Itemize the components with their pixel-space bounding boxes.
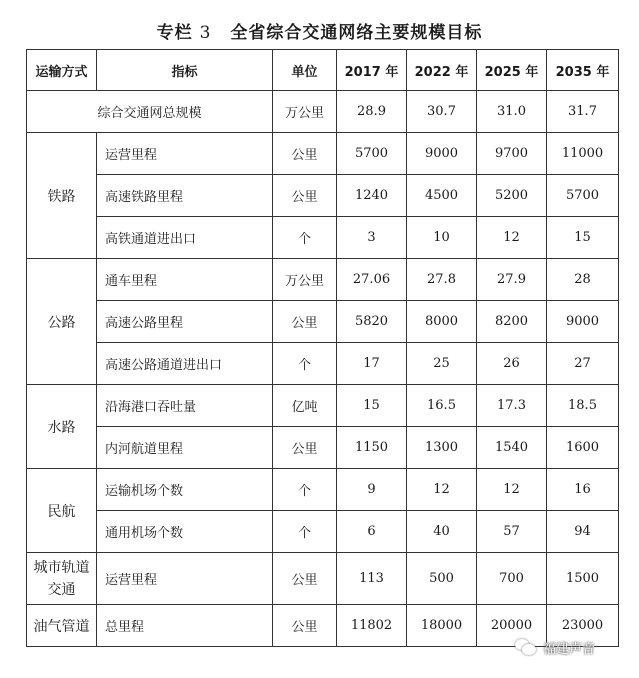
table-cell: 12 (477, 469, 547, 511)
table-cell: 9000 (407, 133, 477, 175)
row-indicator: 运输机场个数 (97, 469, 273, 511)
row-indicator: 通车里程 (97, 259, 273, 301)
table-row (27, 175, 619, 217)
row-indicator: 高速铁路里程 (97, 175, 273, 217)
header-transport-mode: 运输方式 (27, 50, 97, 91)
targets-table (26, 49, 619, 647)
table-cell: 9700 (477, 133, 547, 175)
row-indicator: 高速公路里程 (97, 301, 273, 343)
row-indicator: 沿海港口吞吐量 (97, 385, 273, 427)
table-cell: 5700 (547, 175, 619, 217)
row-unit: 万公里 (273, 259, 337, 301)
table-cell: 1240 (337, 175, 407, 217)
table-row (27, 259, 619, 301)
table-cell: 16.5 (407, 385, 477, 427)
table-cell: 16 (547, 469, 619, 511)
row-unit: 公里 (273, 427, 337, 469)
table-row (27, 217, 619, 259)
table-cell: 5700 (337, 133, 407, 175)
table-cell: 30.7 (407, 91, 477, 133)
table-cell: 17.3 (477, 385, 547, 427)
table-cell: 113 (337, 553, 407, 605)
header-2017: 2017 年 (337, 50, 407, 91)
table-cell: 1600 (547, 427, 619, 469)
row-unit: 个 (273, 511, 337, 553)
table-cell: 6 (337, 511, 407, 553)
row-unit: 个 (273, 469, 337, 511)
table-cell: 8000 (407, 301, 477, 343)
watermark-text: 福建声音 (543, 641, 596, 657)
table-cell: 1500 (547, 553, 619, 605)
table-cell: 500 (407, 553, 477, 605)
table-cell: 9 (337, 469, 407, 511)
total-unit: 万公里 (273, 91, 337, 133)
table-cell: 28.9 (337, 91, 407, 133)
table-row (27, 343, 619, 385)
header-row (27, 50, 619, 91)
table-cell: 1150 (337, 427, 407, 469)
row-unit: 公里 (273, 175, 337, 217)
table-cell: 17 (337, 343, 407, 385)
table-cell: 1540 (477, 427, 547, 469)
page-title (0, 18, 639, 43)
table-row-total (27, 91, 619, 133)
header-2022: 2022 年 (407, 50, 477, 91)
table-cell: 8200 (477, 301, 547, 343)
header-unit: 单位 (273, 50, 337, 91)
total-indicator: 综合交通网总规模 (27, 91, 273, 133)
row-unit: 公里 (273, 553, 337, 605)
row-unit: 个 (273, 217, 337, 259)
table-cell: 18.5 (547, 385, 619, 427)
header-indicator: 指标 (97, 50, 273, 91)
row-unit: 公里 (273, 133, 337, 175)
table-cell: 20000 (477, 605, 547, 647)
table-cell: 27.06 (337, 259, 407, 301)
table-row (27, 385, 619, 427)
table-row (27, 469, 619, 511)
watermark (515, 634, 625, 660)
row-indicator: 通用机场个数 (97, 511, 273, 553)
table-cell: 31.0 (477, 91, 547, 133)
category-waterway: 水路 (27, 385, 97, 469)
table-cell: 15 (337, 385, 407, 427)
row-unit: 亿吨 (273, 385, 337, 427)
table-cell: 27.9 (477, 259, 547, 301)
header-2025: 2025 年 (477, 50, 547, 91)
table-cell: 11802 (337, 605, 407, 647)
table-cell: 9000 (547, 301, 619, 343)
header-2035: 2035 年 (547, 50, 619, 91)
row-indicator: 运营里程 (97, 553, 273, 605)
table-row (27, 553, 619, 605)
table-cell: 40 (407, 511, 477, 553)
table-cell: 57 (477, 511, 547, 553)
table-cell: 27 (547, 343, 619, 385)
table-cell: 3 (337, 217, 407, 259)
table-cell: 23000 (547, 605, 619, 647)
title-text: 全省综合交通网络主要规模目标 (230, 23, 483, 43)
table-cell: 26 (477, 343, 547, 385)
table-cell: 1300 (407, 427, 477, 469)
table-cell: 94 (547, 511, 619, 553)
table-row (27, 133, 619, 175)
row-unit: 公里 (273, 605, 337, 647)
table-cell: 15 (547, 217, 619, 259)
table-cell: 5200 (477, 175, 547, 217)
row-indicator: 内河航道里程 (97, 427, 273, 469)
table-cell: 27.8 (407, 259, 477, 301)
title-number: 3 (199, 23, 212, 43)
table-cell: 5820 (337, 301, 407, 343)
row-unit: 个 (273, 343, 337, 385)
table-row (27, 427, 619, 469)
table-row (27, 301, 619, 343)
row-indicator: 高铁通道进出口 (97, 217, 273, 259)
table-cell: 4500 (407, 175, 477, 217)
row-indicator: 运营里程 (97, 133, 273, 175)
table-cell: 12 (477, 217, 547, 259)
table-cell: 10 (407, 217, 477, 259)
table-cell: 25 (407, 343, 477, 385)
wechat-icon (515, 638, 537, 656)
table-cell: 700 (477, 553, 547, 605)
row-indicator: 高速公路通道进出口 (97, 343, 273, 385)
table-cell: 18000 (407, 605, 477, 647)
table-cell: 12 (407, 469, 477, 511)
category-highway: 公路 (27, 259, 97, 385)
table-cell: 28 (547, 259, 619, 301)
table-cell: 11000 (547, 133, 619, 175)
category-urban-rail: 城市轨道交通 (27, 553, 97, 605)
title-prefix: 专栏 (156, 23, 193, 43)
table-row (27, 511, 619, 553)
row-unit: 公里 (273, 301, 337, 343)
category-oil-gas-pipeline: 油气管道 (27, 605, 97, 647)
table-cell: 31.7 (547, 91, 619, 133)
category-civil-aviation: 民航 (27, 469, 97, 553)
row-indicator: 总里程 (97, 605, 273, 647)
category-railway: 铁路 (27, 133, 97, 259)
